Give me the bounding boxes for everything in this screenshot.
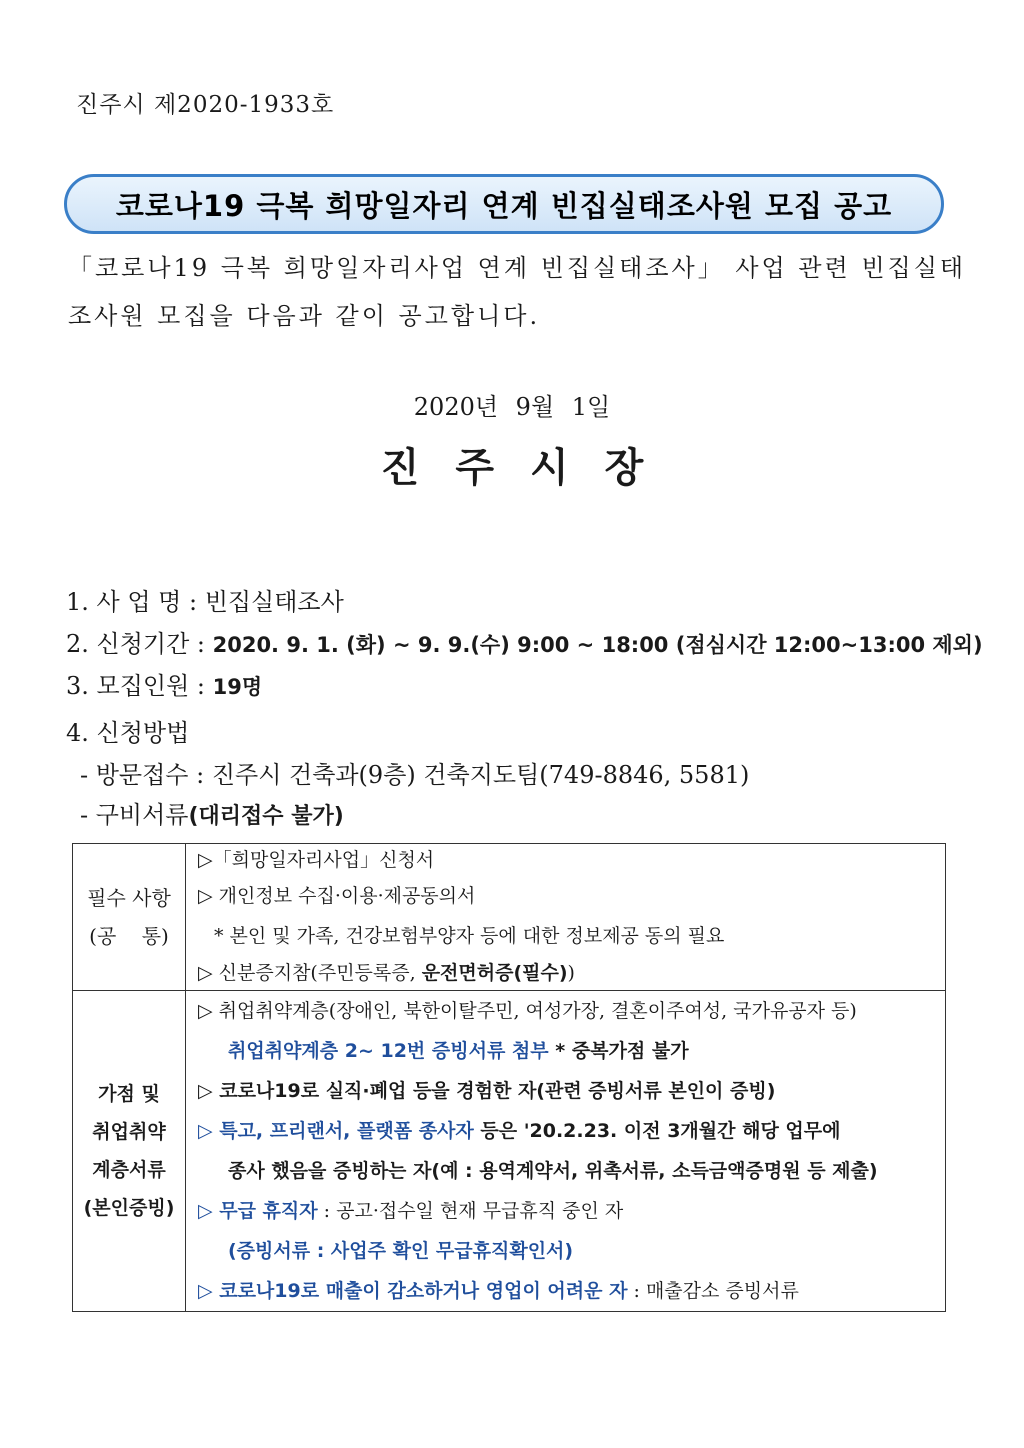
required-row: * 본인 및 가족, 건강보험부양자 등에 대한 정보제공 동의 필요 [214, 925, 725, 947]
bonus-row [198, 1271, 939, 1311]
category-line: (공 통) [89, 924, 169, 948]
page-title: 코로나19 극복 희망일자리 연계 빈집실태조사원 모집 공고 [115, 188, 893, 223]
item-business-name [66, 582, 344, 617]
item-method [66, 713, 189, 748]
issuer-name: 진주시장 [380, 445, 680, 491]
bonus-row: ▷ 취업취약계층(장애인, 북한이탈주민, 여성가장, 결혼이주여성, 국가유공자 등) [198, 1000, 857, 1022]
category-line: 계층서류 [92, 1159, 166, 1181]
row-text: * 중복가점 불가 [548, 1040, 689, 1062]
item-label: 2. 신청기간 : [66, 630, 213, 658]
row-text-highlight: 취업취약계층 2~ 12번 증빙서류 첨부 [228, 1040, 549, 1062]
item-value: 빈집실태조사 [204, 588, 344, 616]
row-text: 등은 '20.2.23. 이전 3개월간 해당 업무에 [473, 1120, 841, 1142]
required-row: ▷ 개인정보 수집·이용·제공동의서 [198, 885, 476, 907]
item-value: 19명 [212, 675, 263, 699]
bonus-row [198, 1191, 939, 1231]
category-required [73, 844, 186, 991]
row-text: : 매출감소 증빙서류 [627, 1280, 799, 1302]
table-row-bonus [73, 991, 946, 1312]
item-label: 4. 신청방법 [66, 719, 190, 747]
document-number: 진주시 제2020-1933호 [76, 92, 335, 118]
bonus-row: ▷ 코로나19로 실직·폐업 등을 경험한 자(관련 증빙서류 본인이 증빙) [198, 1080, 776, 1102]
bonus-row [198, 1031, 939, 1071]
documents-table [72, 843, 946, 1312]
row-text: ▷ 신분증지참(주민등록증, [198, 962, 422, 984]
category-line: (본인증빙) [83, 1197, 175, 1219]
bonus-row: (증빙서류 : 사업주 확인 무급휴직확인서) [228, 1240, 574, 1262]
item-value: 진주시 건축과(9층) 건축지도팀(749-8846, 5581) [211, 761, 750, 789]
required-contents [186, 844, 946, 991]
item-label: - 구비서류 [80, 801, 189, 829]
category-line: 가점 및 [98, 1083, 160, 1105]
intro-line-1: 「코로나19 극복 희망일자리사업 연계 빈집실태조사」 사업 관련 빈집실태 [68, 254, 967, 282]
item-label: 1. 사 업 명 : [66, 588, 205, 616]
row-text: ) [567, 962, 575, 984]
bonus-row [198, 1111, 939, 1151]
category-line: 취업취약 [92, 1121, 166, 1143]
item-recruits [66, 666, 262, 701]
item-period [66, 624, 983, 659]
row-text-highlight: ▷ 코로나19로 매출이 감소하거나 영업이 어려운 자 [198, 1280, 628, 1302]
item-value: (대리접수 불가) [188, 804, 344, 829]
item-label: 3. 모집인원 : [66, 672, 213, 700]
required-row: ▷「희망일자리사업」신청서 [198, 849, 435, 871]
intro-line-2: 조사원 모집을 다음과 같이 공고합니다. [68, 302, 541, 330]
item-value: 2020. 9. 1. (화) ~ 9. 9.(수) 9:00 ~ 18:00 (점심시간 12:00~13:00 제외) [212, 633, 983, 657]
table-row-required [73, 844, 946, 991]
bonus-row: 종사 했음을 증빙하는 자(예 : 용역계약서, 위촉서류, 소득금액증명원 등 제출) [228, 1160, 878, 1182]
item-label: - 방문접수 : [80, 761, 212, 789]
required-row [198, 956, 939, 990]
row-text-highlight: ▷ 무급 휴직자 [198, 1200, 318, 1222]
title-banner [64, 174, 944, 234]
item-visit [80, 755, 749, 790]
row-text: : 공고·접수일 현재 무급휴직 중인 자 [317, 1200, 624, 1222]
category-bonus [73, 991, 186, 1312]
issue-date: 2020년 9월 1일 [413, 393, 611, 421]
category-line: 필수 사항 [87, 886, 171, 910]
item-documents [80, 795, 344, 830]
row-text-bold: 운전면허증(필수) [421, 962, 568, 984]
bonus-contents [186, 991, 946, 1312]
row-text-highlight: ▷ 특고, 프리랜서, 플랫폼 종사자 [198, 1120, 474, 1142]
